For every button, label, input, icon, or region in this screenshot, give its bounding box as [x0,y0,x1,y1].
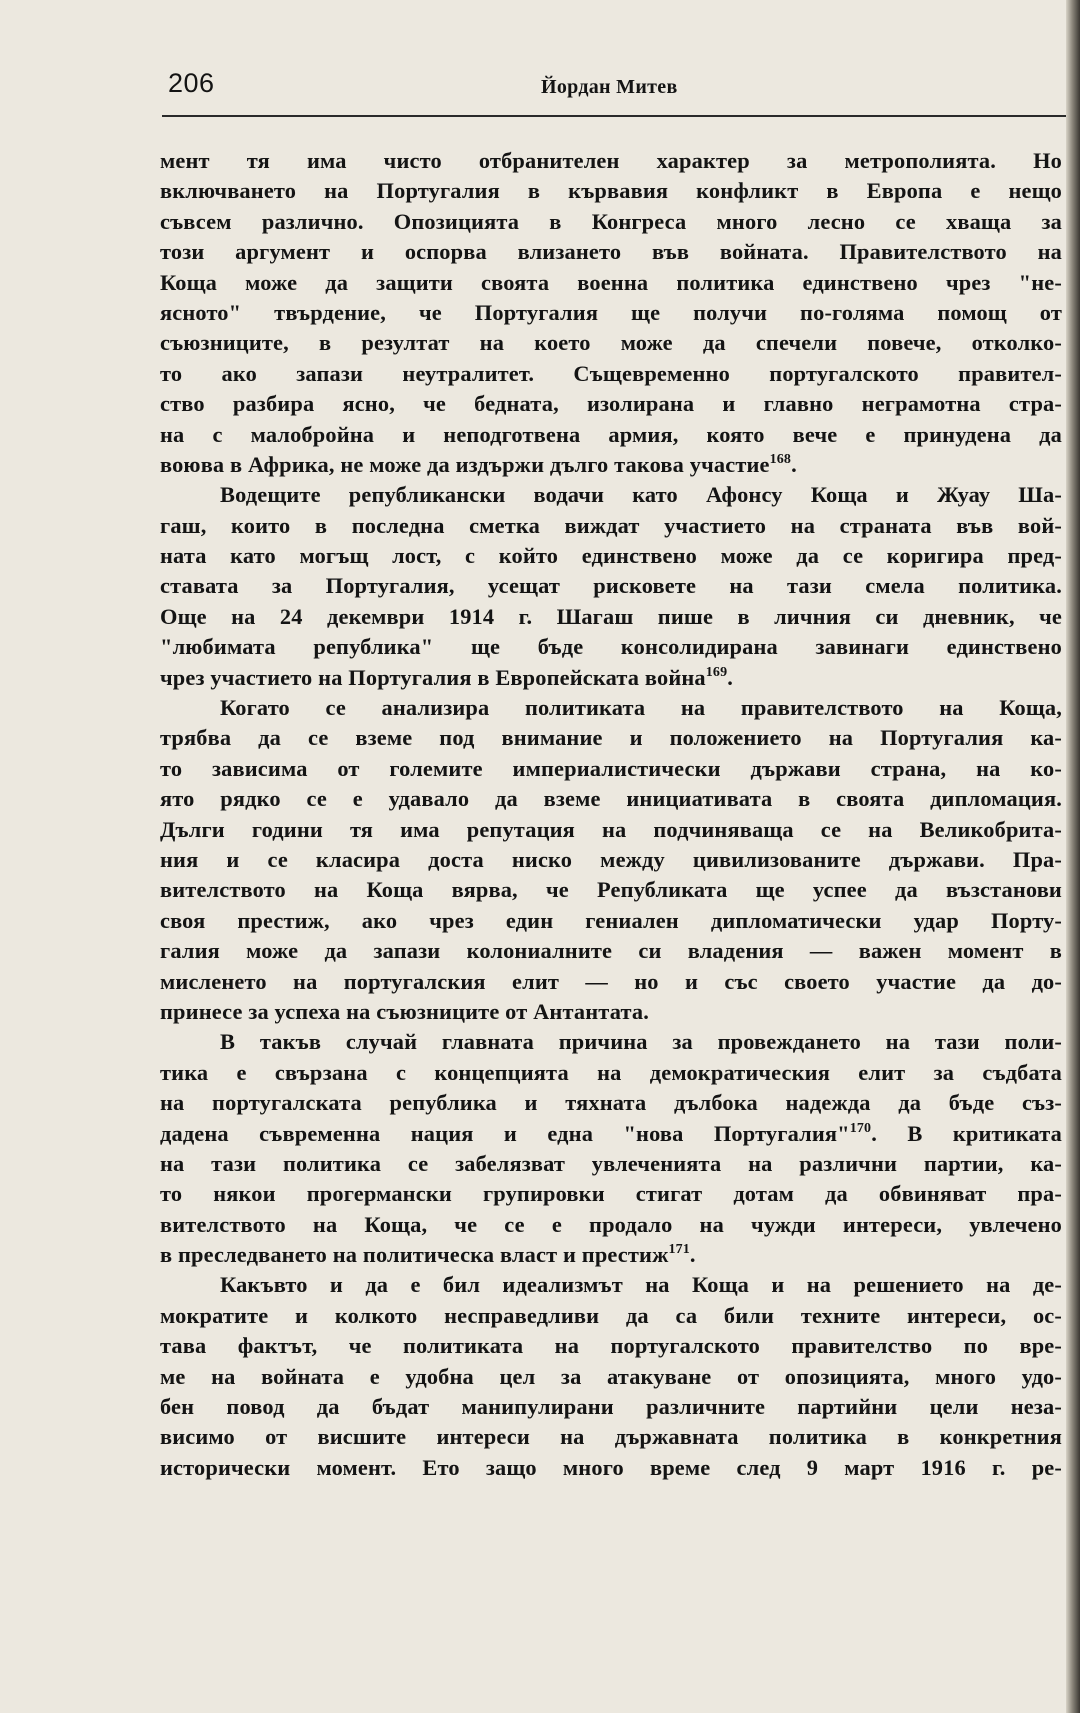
line-text: то ако запази неутралитет. Същевременно португалското правител- [160,360,1062,386]
text-line [160,602,1062,632]
text-line [160,268,1062,298]
text-line [160,723,1062,753]
text-line [160,389,1062,419]
footnote-ref: 168 [769,451,792,467]
line-text: ставата за Португалия, усещат рисковете на тази смела политика. [160,573,1062,599]
line-text: Коща може да защити своята военна политика единствено чрез "не- [160,269,1062,295]
text-line [160,359,1062,389]
text-line [160,1210,1062,1240]
footnote-ref: 170 [849,1120,872,1136]
header-rule [162,115,1066,117]
line-text: този аргумент и оспорва влизането във войната. Правителството на [160,239,1062,265]
footnote-ref: 169 [705,664,728,680]
line-text: на тази политика се забелязват увлеченията на различни партии, ка- [160,1150,1062,1176]
line-text-after: . В критиката [871,1120,1062,1146]
line-text: ния и се класира доста ниско между цивилизованите държави. Пра- [160,846,1062,872]
line-text: воюва в Африка, не може да издържи дълго такова участие [160,451,770,477]
line-text: Когато се анализира политиката на правителството на Коща, [220,695,1062,721]
line-text: принесе за успеха на съюзниците от Антантата. [160,998,650,1024]
line-text: вителството на Коща, че се е продало на чужди интереси, увлечено [160,1211,1062,1237]
line-text: ната като могъщ лост, с който единствено може да се коригира пред- [160,543,1062,569]
text-line [160,328,1062,358]
text-line [160,541,1062,571]
text-line [160,298,1062,328]
text-line [160,1301,1062,1331]
line-text: включването на Португалия в кървавия конфликт в Европа е нещо [160,178,1062,204]
text-line [160,1270,1062,1300]
line-text: трябва да се вземе под внимание и положението на Португалия ка- [160,725,1062,751]
text-line [160,1119,1062,1149]
text-line [160,237,1062,267]
line-text: "любимата република" ще бъде консолидирана завинаги единствено [160,634,1062,660]
text-line [160,784,1062,814]
line-text: то зависима от големите империалистически държави страна, на ко- [160,755,1062,781]
line-text: тава фактът, че политиката на португалското правителство по вре- [160,1333,1062,1359]
line-text: то някои прогермански групировки стигат дотам да обвиняват пра- [160,1181,1062,1207]
line-text-after: . [689,1242,696,1268]
text-line [160,1331,1062,1361]
text-line [160,1058,1062,1088]
text-line [160,1392,1062,1422]
text-line [160,571,1062,601]
line-text: ство разбира ясно, че бедната, изолирана и главно неграмотна стра- [160,391,1062,417]
line-text: чрез участието на Португалия в Европейската война [160,664,706,690]
line-text: в преследването на политическа власт и престиж [160,1242,669,1268]
text-line [160,1027,1062,1057]
text-line [160,1240,1062,1270]
line-text: галия може да запази колониалните си владения — важен момент в [160,938,1062,964]
text-line [160,480,1062,510]
text-line [160,906,1062,936]
line-text: Още на 24 декември 1914 г. Шагаш пише в личния си дневник, че [160,603,1062,629]
text-line [160,450,1062,480]
text-line [160,146,1062,176]
text-line [160,1088,1062,1118]
line-text: мисленето на португалския елит — но и със своето участие да до- [160,968,1062,994]
text-line [160,997,1062,1027]
text-line [160,207,1062,237]
text-line [160,1453,1062,1483]
text-line [160,1149,1062,1179]
line-text: мократите и колкото несправедливи да са били техните интереси, ос- [160,1302,1062,1328]
text-line [160,936,1062,966]
text-line [160,632,1062,662]
page-header [168,66,1064,108]
line-text: исторически момент. Ето защо много време след 9 март 1916 г. ре- [160,1454,1062,1480]
line-text: Водещите републикански водачи като Афонсу Коща и Жуау Ша- [220,482,1062,508]
line-text: тика е свързана с концепцията на демократическия елит за съдбата [160,1059,1062,1085]
line-text: гаш, които в последна сметка виждат участието на страната във вой- [160,512,1062,538]
text-line [160,754,1062,784]
text-line [160,815,1062,845]
line-text: мент тя има чисто отбранителен характер за метрополията. Но [160,148,1062,173]
page-edge-shadow [1066,0,1080,1713]
line-text: бен повод да бъдат манипулирани различните партийни цели неза- [160,1394,1062,1420]
line-text: Какъвто и да е бил идеализмът на Коща и на решението на де- [220,1272,1062,1298]
text-line [160,1362,1062,1392]
text-line [160,875,1062,905]
line-text: своя престиж, ако чрез един гениален дипломатически удар Порту- [160,907,1062,933]
line-text: на с малобройна и неподготвена армия, която вече е принудена да [160,421,1062,447]
text-line [160,176,1062,206]
line-text: ясното" твърдение, че Португалия ще получи по-голяма помощ от [160,299,1062,325]
line-text: съюзниците, в резултат на което може да спечели повече, отколко- [160,330,1062,356]
text-line [160,1179,1062,1209]
line-text-after: . [727,664,733,690]
text-line [160,511,1062,541]
line-text: ято рядко се е удавало да вземе инициативата в своята дипломация. [160,786,1062,812]
line-text: висимо от висшите интереси на държавната политика в конкретния [160,1424,1062,1450]
line-text: ме на войната е удобна цел за атакуване от опозицията, много удо- [160,1363,1062,1389]
text-line [160,967,1062,997]
line-text: на португалската република и тяхната дълбока надежда да бъде съз- [160,1090,1062,1116]
text-line [160,845,1062,875]
line-text: съвсем различно. Опозицията в Конгреса много лесно се хваща за [160,208,1062,234]
footnote-ref: 171 [668,1242,690,1258]
text-line [160,693,1062,723]
text-line [160,1422,1062,1452]
line-text: Дълги години тя има репутация на подчиняваща се на Великобрита- [160,816,1062,842]
line-text: вителството на Коща вярва, че Републиката ще успее да възстанови [160,877,1062,903]
line-text: В такъв случай главната причина за провеждането на тази поли- [220,1029,1062,1055]
running-head: Йордан Митев [541,76,678,98]
text-line [160,663,1062,693]
body-text [160,146,1062,1483]
page-number: 206 [168,68,215,98]
line-text: дадена съвременна нация и една "нова Португалия" [160,1120,850,1146]
text-line [160,420,1062,450]
line-text-after: . [791,451,797,477]
